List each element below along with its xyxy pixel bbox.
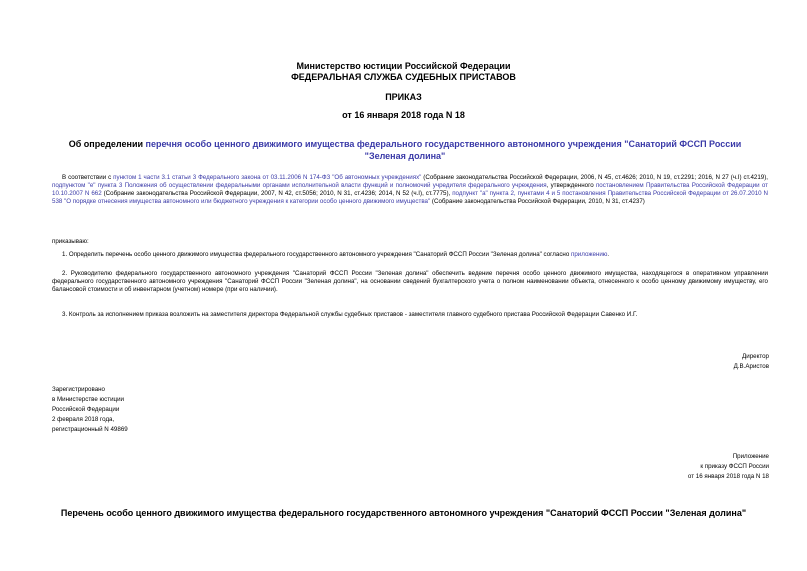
doc-type: ПРИКАЗ [385,92,422,102]
service-name: ФЕДЕРАЛЬНАЯ СЛУЖБА СУДЕБНЫХ ПРИСТАВОВ [291,72,516,82]
title-link[interactable]: перечня особо ценного движимого имущества федерального государственного автономного учреждения "Санаторий ФССП России "Зеленая долина" [145,139,742,161]
order-title [52,138,758,162]
appendix-note [688,453,769,481]
registration-line-4: 2 февраля 2018 года, [52,416,115,423]
order-word: приказываю: [52,238,89,245]
preamble-link-1[interactable]: пунктом 1 части 3.1 статьи 3 Федерального закона от 03.11.2006 N 174-ФЗ "Об автономных учреждениях" [113,174,422,181]
registration-line-2: в Министерстве юстиции [52,396,125,403]
preamble-text-4: (Собрание законодательства Российской Федерации, 2007, N 42, ст.5056; 2010, N 31, ст.4236; 2014, N 52 (ч.I), ст.7775), [101,190,453,197]
order-item-2: 2. Руководителю федерального государственного автономного учреждения "Санаторий ФССП России "Зеленая долина" обеспечить ведение перечня особо ценного движимого имущества, находящегося в оперативном управлении федерального государственного автономного учреждения "Санаторий ФССП России "Зеленая долина", на основании сведений бухгалтерского учета о полном наименовании объекта, отнесенного к особо ценному движимому имуществу, его балансовой стоимости и об инвентарном (учетном) номере (при его наличии). [52,270,768,293]
signature-name: Д.В.Аристов [733,363,769,370]
item-1-end: . [607,251,610,258]
preamble-text-3: , утвержденного [546,182,596,189]
preamble [52,174,768,206]
preamble-text-2: (Собрание законодательства Российской Федерации, 2006, N 45, ст.4626; 2010, N 19, ст.2291; 2016, N 27 (ч.I) ст.4219), [421,174,769,181]
doc-date-number: от 16 января 2018 года N 18 [342,110,465,120]
registration-line-1: Зарегистрировано [52,386,105,393]
list-title: Перечень особо ценного движимого имущества федерального государственного автономного учреждения "Санаторий ФССП России "Зеленая долина" [60,508,747,518]
preamble-link-2[interactable]: подпунктом "е" пункта 3 Положения об осуществлении федеральными органами исполнительной власти функций и полномочий учредителя федерального учреждения [52,182,547,189]
appendix-line-3: от 16 января 2018 года N 18 [687,473,769,480]
registration-line-3: Российской Федерации [52,406,120,413]
signature-position: Директор [742,353,769,360]
preamble-text-5: (Собрание законодательства Российской Федерации, 2010, N 31, ст.4237) [430,198,645,205]
appendix-line-2: к приказу ФССП России [700,463,769,470]
item-1-text: 1. Определить перечень особо ценного движимого имущества федерального государственного автономного учреждения "Санаторий ФССП России "Зеленая долина" согласно [62,251,572,258]
appendix-line-1: Приложение [732,453,769,460]
order-item-3: 3. Контроль за исполнением приказа возложить на заместителя директора Федеральной службы судебных приставов - заместителя главного судебного пристава Российской Федерации Савенко И.Г. [62,311,638,318]
preamble-link-4[interactable]: подпункт "а" пункта 2, пунктами 4 и 5 постановления Правительства Российской Федерации от 26.07.2010 N 538 "О порядке отнесения имущества автономного или бюджетного учреждения к категории особо ценного движимого имущества" [52,190,769,205]
preamble-text-1: В соответствии с [62,174,114,181]
title-prefix: Об определении [68,139,146,149]
registration-block [52,386,128,434]
appendix-link[interactable]: приложению [571,251,608,258]
preamble-link-3[interactable]: постановлением Правительства Российской Федерации от 10.10.2007 N 662 [52,182,768,197]
registration-line-5: регистрационный N 49869 [52,426,128,433]
ministry-name: Министерство юстиции Российской Федерации [296,61,511,71]
order-item-1 [62,251,768,259]
